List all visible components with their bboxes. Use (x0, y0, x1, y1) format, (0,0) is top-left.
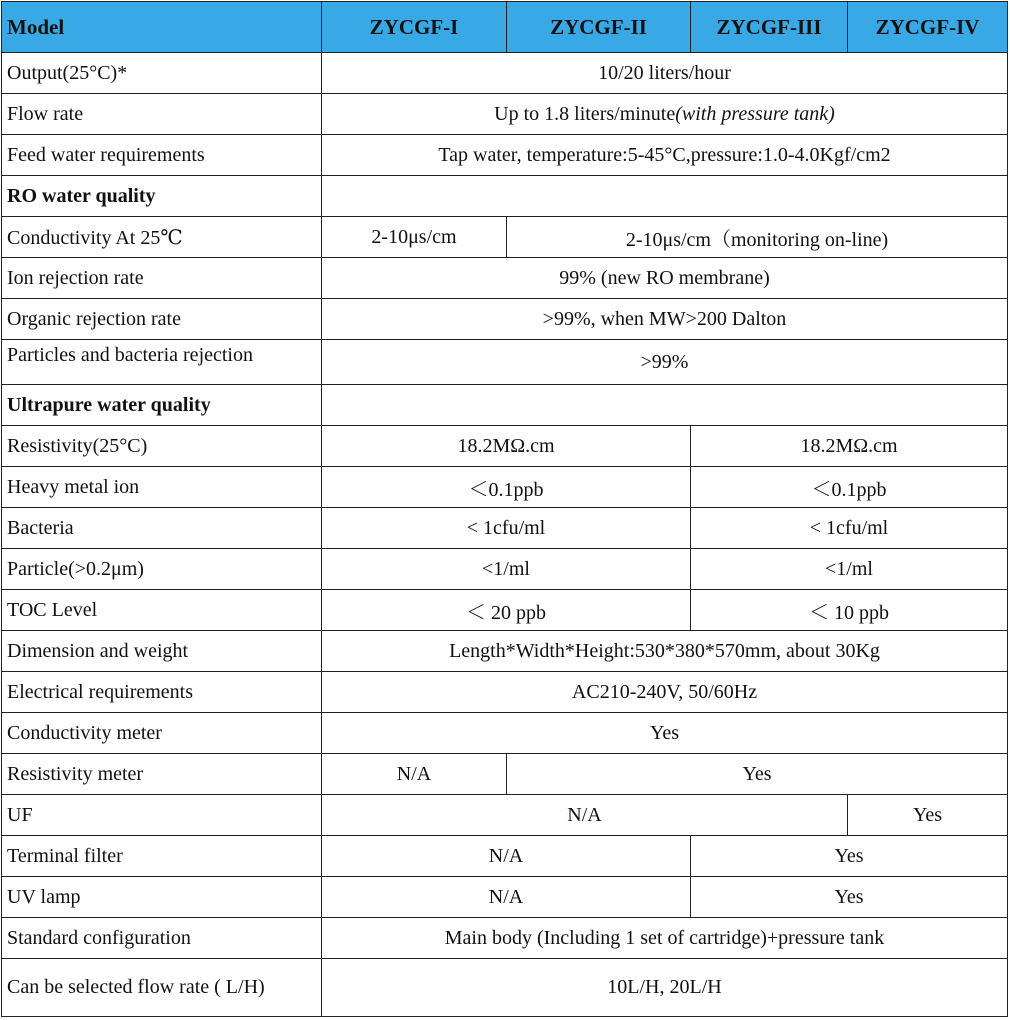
row-label: Particle(>0.2μm) (2, 549, 322, 590)
terminal-filter-models-i-ii: N/A (322, 836, 691, 877)
row-label: Electrical requirements (2, 672, 322, 713)
row-label: Resistivity(25°C) (2, 426, 322, 467)
model-zycgf-iv: ZYCGF-IV (848, 2, 1008, 53)
row-uv-lamp (2, 877, 1008, 918)
heavy-metal-models-iii-iv: ＜0.1ppb (691, 467, 1008, 508)
toc-models-i-ii: ＜ 20 ppb (322, 590, 691, 631)
row-conductivity (2, 217, 1008, 258)
row-selectable-flow-rate (2, 959, 1008, 1017)
row-ion-rejection (2, 258, 1008, 299)
uf-model-iv: Yes (848, 795, 1008, 836)
flow-rate-value: Up to 1.8 liters/minute (494, 102, 676, 125)
section-label: RO water quality (2, 176, 322, 217)
row-label: Particles and bacteria rejection (2, 340, 322, 385)
row-heavy-metal (2, 467, 1008, 508)
row-value: 10L/H, 20L/H (322, 959, 1008, 1017)
row-bacteria (2, 508, 1008, 549)
resistivity-meter-others: Yes (507, 754, 1008, 795)
row-value: Length*Width*Height:530*380*570mm, about 30Kg (322, 631, 1008, 672)
row-label: UF (2, 795, 322, 836)
spec-table (1, 1, 1008, 1017)
row-value: AC210-240V, 50/60Hz (322, 672, 1008, 713)
row-toc-level (2, 590, 1008, 631)
row-value: >99%, when MW>200 Dalton (322, 299, 1008, 340)
row-label: Ion rejection rate (2, 258, 322, 299)
row-label: Output(25°C)* (2, 53, 322, 94)
row-label: Feed water requirements (2, 135, 322, 176)
terminal-filter-models-iii-iv: Yes (691, 836, 1008, 877)
row-dimension (2, 631, 1008, 672)
row-value: 99% (new RO membrane) (322, 258, 1008, 299)
row-value: Yes (322, 713, 1008, 754)
section-ro-water-quality (2, 176, 1008, 217)
model-zycgf-i: ZYCGF-I (322, 2, 507, 53)
bacteria-models-i-ii: < 1cfu/ml (322, 508, 691, 549)
row-label: Bacteria (2, 508, 322, 549)
row-conductivity-meter (2, 713, 1008, 754)
row-standard-configuration (2, 918, 1008, 959)
row-label: Conductivity meter (2, 713, 322, 754)
row-particle (2, 549, 1008, 590)
uv-lamp-models-i-ii: N/A (322, 877, 691, 918)
row-value: Tap water, temperature:5-45°C,pressure:1.0-4.0Kgf/cm2 (322, 135, 1008, 176)
row-particles-bacteria (2, 340, 1008, 385)
section-ultrapure-water-quality (2, 385, 1008, 426)
row-label: Heavy metal ion (2, 467, 322, 508)
row-feed-water (2, 135, 1008, 176)
toc-models-iii-iv: ＜ 10 ppb (691, 590, 1008, 631)
bacteria-models-iii-iv: < 1cfu/ml (691, 508, 1008, 549)
row-value (322, 94, 1008, 135)
row-label: Flow rate (2, 94, 322, 135)
row-resistivity-meter (2, 754, 1008, 795)
row-uf (2, 795, 1008, 836)
conductivity-model-i: 2-10μs/cm (322, 217, 507, 258)
row-electrical (2, 672, 1008, 713)
particle-models-i-ii: <1/ml (322, 549, 691, 590)
row-organic-rejection (2, 299, 1008, 340)
row-terminal-filter (2, 836, 1008, 877)
row-output (2, 53, 1008, 94)
section-empty-cell (322, 385, 1008, 426)
row-flow-rate (2, 94, 1008, 135)
row-label: TOC Level (2, 590, 322, 631)
row-label: Terminal filter (2, 836, 322, 877)
row-value: >99% (322, 340, 1008, 385)
model-zycgf-ii: ZYCGF-II (507, 2, 691, 53)
heavy-metal-models-i-ii: ＜0.1ppb (322, 467, 691, 508)
row-label: Organic rejection rate (2, 299, 322, 340)
uv-lamp-models-iii-iv: Yes (691, 877, 1008, 918)
row-label: Can be selected flow rate ( L/H) (2, 959, 322, 1017)
particle-models-iii-iv: <1/ml (691, 549, 1008, 590)
uf-models-i-iii: N/A (322, 795, 848, 836)
section-empty-cell (322, 176, 1008, 217)
row-label: UV lamp (2, 877, 322, 918)
section-label: Ultrapure water quality (2, 385, 322, 426)
row-label: Dimension and weight (2, 631, 322, 672)
row-resistivity (2, 426, 1008, 467)
resistivity-models-i-ii: 18.2MΩ.cm (322, 426, 691, 467)
header-row (2, 2, 1008, 53)
row-label: Conductivity At 25℃ (2, 217, 322, 258)
model-zycgf-iii: ZYCGF-III (691, 2, 848, 53)
row-value: 10/20 liters/hour (322, 53, 1008, 94)
row-label: Resistivity meter (2, 754, 322, 795)
row-value: Main body (Including 1 set of cartridge)+pressure tank (322, 918, 1008, 959)
conductivity-others: 2-10μs/cm（monitoring on-line) (507, 217, 1008, 258)
model-label: Model (2, 2, 322, 53)
resistivity-meter-model-i: N/A (322, 754, 507, 795)
row-label: Standard configuration (2, 918, 322, 959)
flow-rate-note: (with pressure tank) (675, 102, 835, 125)
resistivity-models-iii-iv: 18.2MΩ.cm (691, 426, 1008, 467)
